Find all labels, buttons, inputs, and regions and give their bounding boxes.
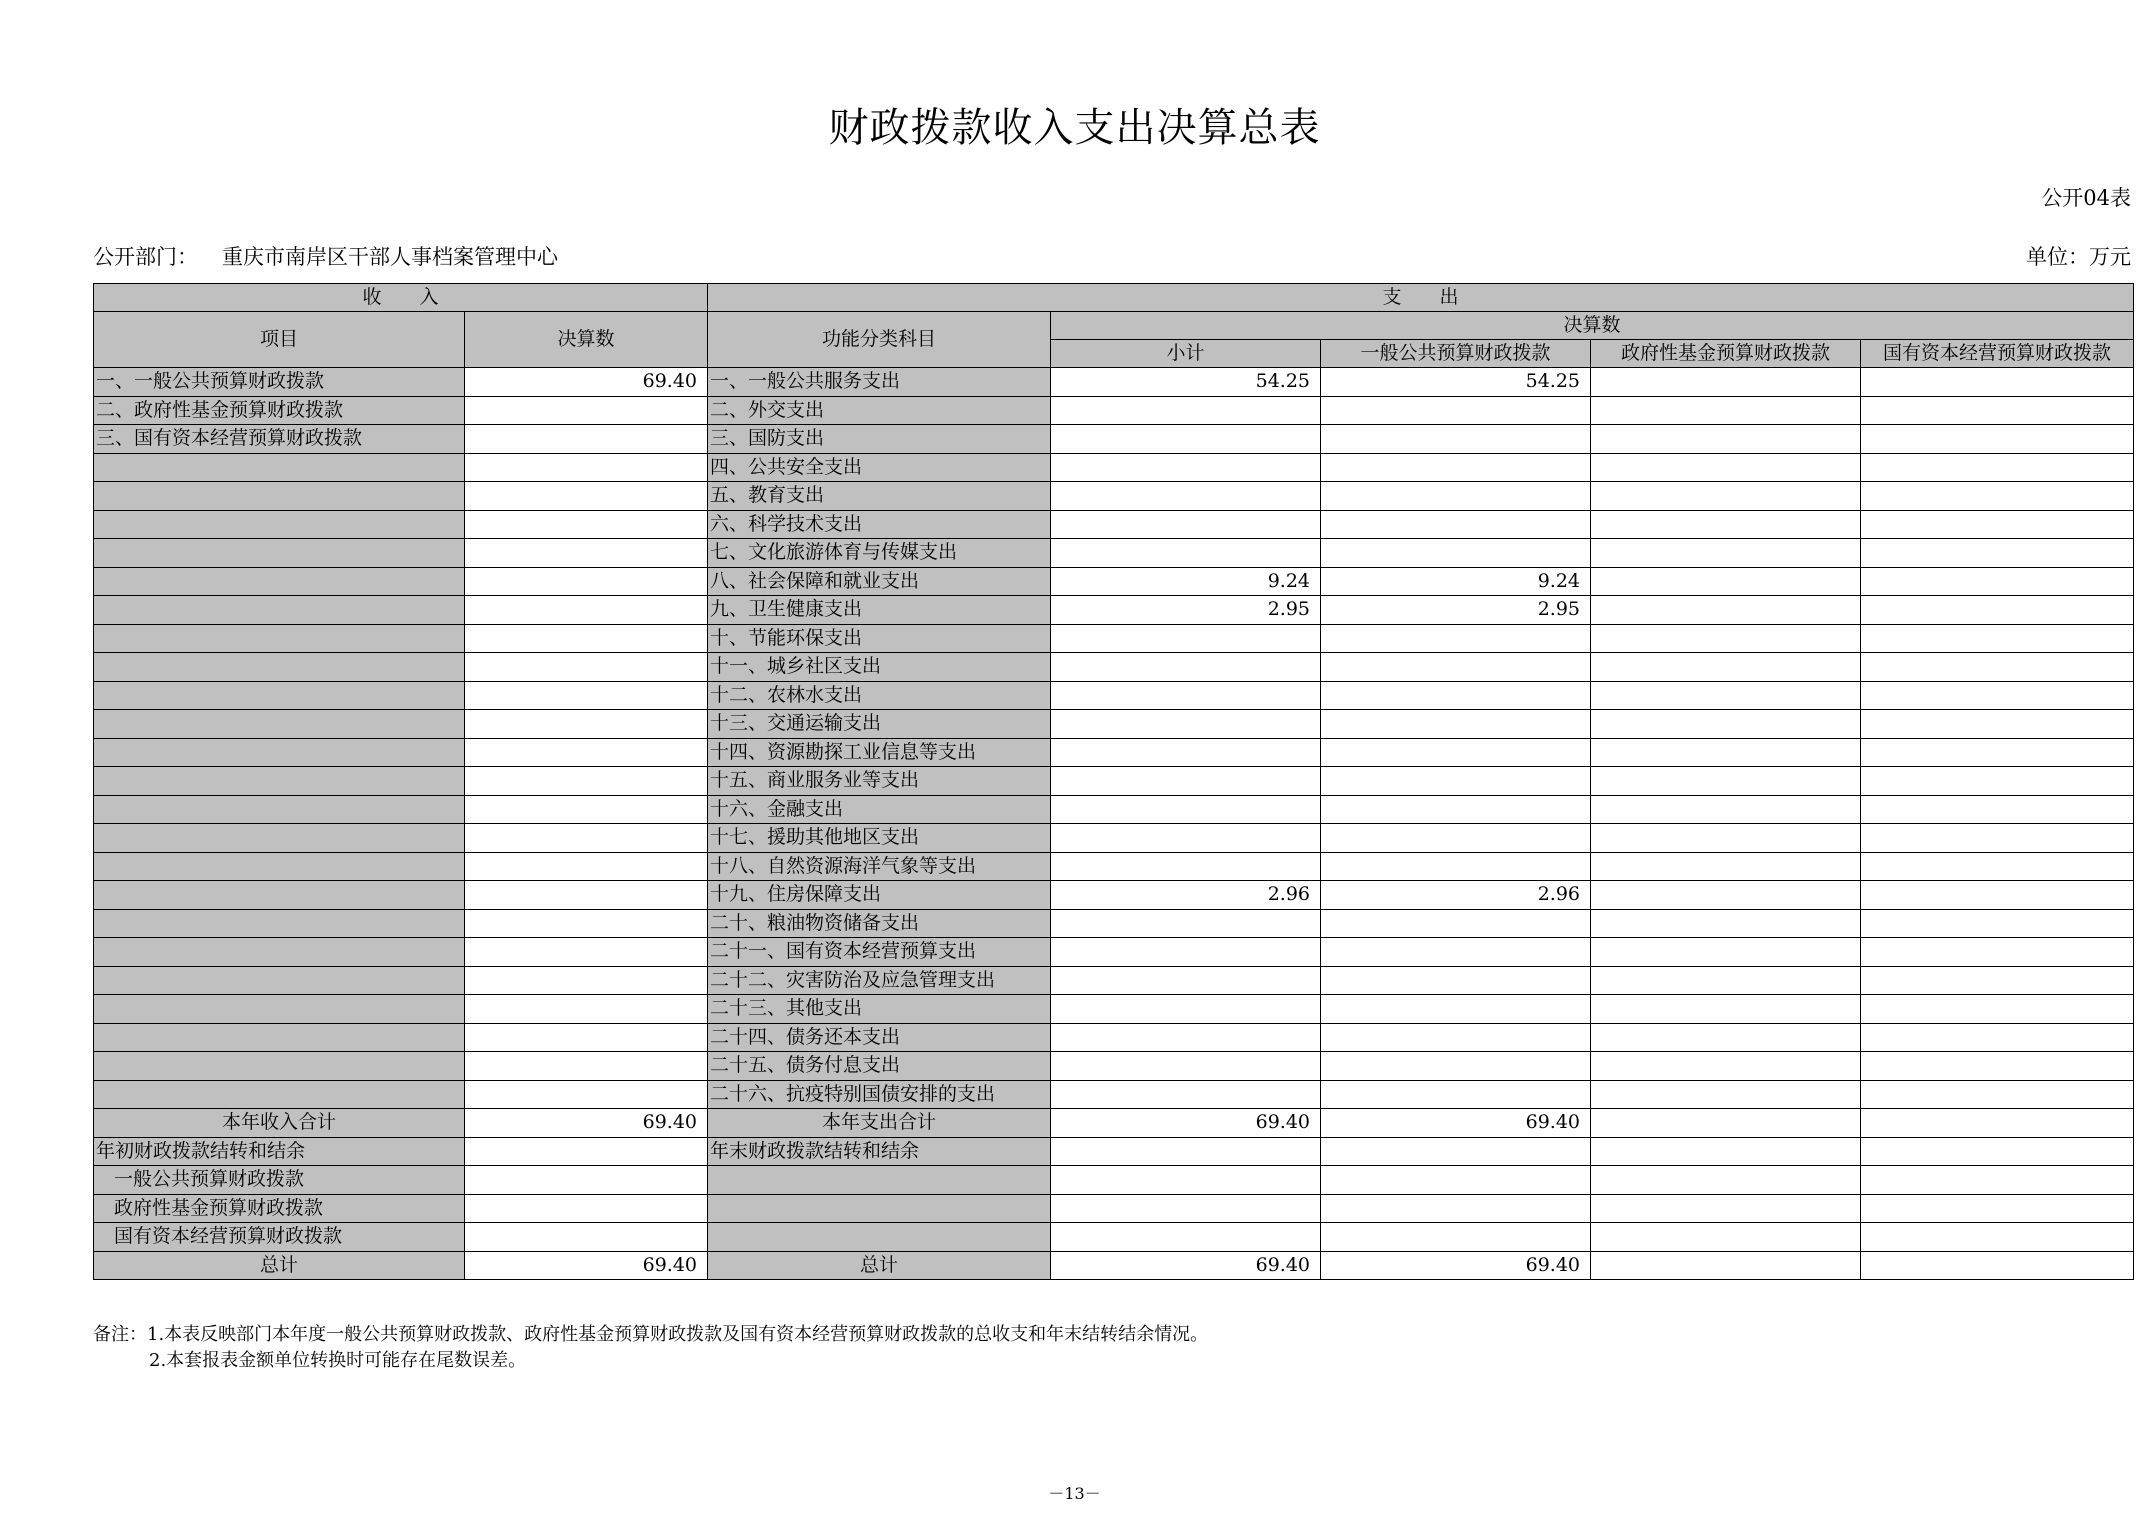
- expense-item: 十七、援助其他地区支出: [708, 824, 1051, 853]
- income-amount: [465, 510, 708, 539]
- table-row: [94, 624, 2134, 653]
- expense-item: 九、卫生健康支出: [708, 596, 1051, 625]
- income-amount: [465, 824, 708, 853]
- carryover-gov-fund: [1591, 1166, 1861, 1195]
- income-amount: [465, 710, 708, 739]
- carryover-state-capital: [1861, 1137, 2134, 1166]
- carryover-income-amount: [465, 1166, 708, 1195]
- expense-subtotal: [1051, 767, 1321, 796]
- expense-subtotal: [1051, 539, 1321, 568]
- note-2: 2.本套报表金额单位转换时可能存在尾数误差。: [149, 1350, 527, 1371]
- carryover-income-amount: [465, 1194, 708, 1223]
- expense-general: [1321, 510, 1591, 539]
- table-row: [94, 1080, 2134, 1109]
- expense-item: 十一、城乡社区支出: [708, 653, 1051, 682]
- header-state-capital: 国有资本经营预算财政拨款: [1861, 340, 2134, 368]
- header-row-2: [94, 312, 2134, 340]
- carryover-subtotal: [1051, 1137, 1321, 1166]
- expense-subtotal: [1051, 938, 1321, 967]
- expense-general: [1321, 653, 1591, 682]
- income-amount: [465, 738, 708, 767]
- year-income-total-amount: 69.40: [465, 1109, 708, 1138]
- grand-expense-subtotal: 69.40: [1051, 1251, 1321, 1280]
- expense-state-capital: [1861, 368, 2134, 397]
- table-row: [94, 909, 2134, 938]
- expense-item: 二十六、抗疫特别国债安排的支出: [708, 1080, 1051, 1109]
- grand-total-row: [94, 1251, 2134, 1280]
- carryover-subtotal: [1051, 1223, 1321, 1252]
- income-amount: [465, 909, 708, 938]
- expense-general: [1321, 1023, 1591, 1052]
- table-row: [94, 824, 2134, 853]
- carryover-subtotal: [1051, 1194, 1321, 1223]
- year-expense-subtotal: 69.40: [1051, 1109, 1321, 1138]
- expense-state-capital: [1861, 767, 2134, 796]
- income-item: [94, 453, 465, 482]
- income-amount: [465, 1052, 708, 1081]
- expense-state-capital: [1861, 909, 2134, 938]
- expense-gov-fund: [1591, 1023, 1861, 1052]
- expense-subtotal: [1051, 510, 1321, 539]
- table-row: [94, 368, 2134, 397]
- expense-item: 十五、商业服务业等支出: [708, 767, 1051, 796]
- expense-subtotal: 54.25: [1051, 368, 1321, 397]
- header-subtotal: 小计: [1051, 340, 1321, 368]
- income-amount: [465, 539, 708, 568]
- carryover-income-item: 国有资本经营预算财政拨款: [94, 1223, 465, 1252]
- carryover-income-item: 政府性基金预算财政拨款: [94, 1194, 465, 1223]
- expense-subtotal: [1051, 909, 1321, 938]
- expense-gov-fund: [1591, 1052, 1861, 1081]
- year-expense-general: 69.40: [1321, 1109, 1591, 1138]
- expense-item: 一、一般公共服务支出: [708, 368, 1051, 397]
- expense-state-capital: [1861, 966, 2134, 995]
- carryover-row: [94, 1137, 2134, 1166]
- expense-item: 七、文化旅游体育与传媒支出: [708, 539, 1051, 568]
- expense-general: [1321, 938, 1591, 967]
- grand-expense-general: 69.40: [1321, 1251, 1591, 1280]
- expense-subtotal: 2.95: [1051, 596, 1321, 625]
- income-item: [94, 995, 465, 1024]
- expense-state-capital: [1861, 852, 2134, 881]
- expense-gov-fund: [1591, 738, 1861, 767]
- expense-general: [1321, 482, 1591, 511]
- expense-item: 十六、金融支出: [708, 795, 1051, 824]
- expense-gov-fund: [1591, 567, 1861, 596]
- income-item: [94, 795, 465, 824]
- expense-subtotal: [1051, 1023, 1321, 1052]
- header-row-1: [94, 284, 2134, 312]
- expense-subtotal: [1051, 653, 1321, 682]
- expense-general: [1321, 453, 1591, 482]
- table-row: [94, 396, 2134, 425]
- income-amount: [465, 596, 708, 625]
- expense-general: [1321, 710, 1591, 739]
- expense-gov-fund: [1591, 852, 1861, 881]
- carryover-gov-fund: [1591, 1194, 1861, 1223]
- expense-gov-fund: [1591, 596, 1861, 625]
- expense-state-capital: [1861, 681, 2134, 710]
- expense-item: 四、公共安全支出: [708, 453, 1051, 482]
- expense-item: 二十二、灾害防治及应急管理支出: [708, 966, 1051, 995]
- carryover-income-item: 一般公共预算财政拨款: [94, 1166, 465, 1195]
- carryover-income-amount: [465, 1223, 708, 1252]
- table-row: [94, 881, 2134, 910]
- table-row: [94, 567, 2134, 596]
- income-amount: [465, 852, 708, 881]
- expense-state-capital: [1861, 425, 2134, 454]
- income-amount: [465, 396, 708, 425]
- year-income-total-label: 本年收入合计: [94, 1109, 465, 1138]
- expense-gov-fund: [1591, 938, 1861, 967]
- expense-gov-fund: [1591, 653, 1861, 682]
- grand-income-total-label: 总计: [94, 1251, 465, 1280]
- expense-item: 二、外交支出: [708, 396, 1051, 425]
- income-amount: [465, 653, 708, 682]
- carryover-expense-item: [708, 1166, 1051, 1195]
- department-label: 公开部门：: [93, 245, 198, 269]
- expense-subtotal: [1051, 425, 1321, 454]
- expense-general: 9.24: [1321, 567, 1591, 596]
- expense-gov-fund: [1591, 624, 1861, 653]
- income-item: [94, 1023, 465, 1052]
- expense-general: [1321, 1052, 1591, 1081]
- income-item: [94, 482, 465, 511]
- table-row: [94, 1052, 2134, 1081]
- table-row: [94, 482, 2134, 511]
- expense-item: 二十一、国有资本经营预算支出: [708, 938, 1051, 967]
- grand-expense-total-label: 总计: [708, 1251, 1051, 1280]
- income-item: [94, 567, 465, 596]
- expense-state-capital: [1861, 596, 2134, 625]
- expense-general: [1321, 738, 1591, 767]
- income-item: [94, 1080, 465, 1109]
- expense-state-capital: [1861, 624, 2134, 653]
- expense-general: 2.96: [1321, 881, 1591, 910]
- carryover-state-capital: [1861, 1194, 2134, 1223]
- expense-state-capital: [1861, 396, 2134, 425]
- table-row: [94, 653, 2134, 682]
- expense-item: 八、社会保障和就业支出: [708, 567, 1051, 596]
- income-item: [94, 824, 465, 853]
- table-row: [94, 453, 2134, 482]
- expense-item: 六、科学技术支出: [708, 510, 1051, 539]
- income-amount: [465, 1080, 708, 1109]
- expense-general: 54.25: [1321, 368, 1591, 397]
- expense-general: [1321, 795, 1591, 824]
- income-amount: [465, 453, 708, 482]
- income-amount: [465, 938, 708, 967]
- expense-state-capital: [1861, 453, 2134, 482]
- income-amount: [465, 482, 708, 511]
- expense-subtotal: [1051, 482, 1321, 511]
- expense-subtotal: [1051, 453, 1321, 482]
- note-1: 备注：1.本表反映部门本年度一般公共预算财政拨款、政府性基金预算财政拨款及国有资本经营预算财政拨款的总收支和年末结转结余情况。: [93, 1324, 1209, 1345]
- carryover-row: [94, 1194, 2134, 1223]
- table-row: [94, 681, 2134, 710]
- expense-general: [1321, 966, 1591, 995]
- expense-state-capital: [1861, 1080, 2134, 1109]
- expense-state-capital: [1861, 482, 2134, 511]
- expense-general: [1321, 681, 1591, 710]
- carryover-subtotal: [1051, 1166, 1321, 1195]
- expense-subtotal: [1051, 1052, 1321, 1081]
- expense-gov-fund: [1591, 510, 1861, 539]
- header-budget: 决算数: [1051, 312, 2134, 340]
- expense-gov-fund: [1591, 453, 1861, 482]
- expense-subtotal: [1051, 738, 1321, 767]
- expense-subtotal: [1051, 396, 1321, 425]
- income-item: [94, 767, 465, 796]
- income-amount: [465, 881, 708, 910]
- year-total-row: [94, 1109, 2134, 1138]
- carryover-income-amount: [465, 1137, 708, 1166]
- expense-subtotal: [1051, 824, 1321, 853]
- expense-item: 十九、住房保障支出: [708, 881, 1051, 910]
- expense-subtotal: [1051, 1080, 1321, 1109]
- year-expense-total-label: 本年支出合计: [708, 1109, 1051, 1138]
- table-row: [94, 738, 2134, 767]
- expense-state-capital: [1861, 710, 2134, 739]
- table-row: [94, 596, 2134, 625]
- income-item: [94, 510, 465, 539]
- income-item: [94, 909, 465, 938]
- unit-label: 单位：万元: [2026, 245, 2131, 269]
- expense-subtotal: [1051, 852, 1321, 881]
- expense-general: 2.95: [1321, 596, 1591, 625]
- income-amount: [465, 681, 708, 710]
- expense-general: [1321, 1080, 1591, 1109]
- income-item: [94, 738, 465, 767]
- expense-subtotal: 2.96: [1051, 881, 1321, 910]
- expense-gov-fund: [1591, 425, 1861, 454]
- expense-item: 十三、交通运输支出: [708, 710, 1051, 739]
- expense-state-capital: [1861, 567, 2134, 596]
- income-amount: 69.40: [465, 368, 708, 397]
- carryover-general: [1321, 1166, 1591, 1195]
- income-item: [94, 681, 465, 710]
- department-line: [93, 241, 558, 271]
- expense-gov-fund: [1591, 767, 1861, 796]
- header-gov-fund: 政府性基金预算财政拨款: [1591, 340, 1861, 368]
- expense-subtotal: [1051, 995, 1321, 1024]
- expense-subtotal: 9.24: [1051, 567, 1321, 596]
- income-item: [94, 966, 465, 995]
- income-amount: [465, 567, 708, 596]
- income-item: 三、国有资本经营预算财政拨款: [94, 425, 465, 454]
- expense-state-capital: [1861, 995, 2134, 1024]
- expense-subtotal: [1051, 966, 1321, 995]
- income-amount: [465, 995, 708, 1024]
- expense-subtotal: [1051, 795, 1321, 824]
- income-item: [94, 653, 465, 682]
- page-title: 财政拨款收入支出决算总表: [828, 105, 1321, 151]
- expense-gov-fund: [1591, 1080, 1861, 1109]
- expense-gov-fund: [1591, 539, 1861, 568]
- expense-state-capital: [1861, 1023, 2134, 1052]
- expense-state-capital: [1861, 824, 2134, 853]
- carryover-expense-item: [708, 1223, 1051, 1252]
- carryover-expense-item: 年末财政拨款结转和结余: [708, 1137, 1051, 1166]
- table-body: [94, 284, 2134, 1280]
- income-amount: [465, 795, 708, 824]
- expense-item: 二十三、其他支出: [708, 995, 1051, 1024]
- expense-general: [1321, 852, 1591, 881]
- expense-state-capital: [1861, 938, 2134, 967]
- expense-gov-fund: [1591, 396, 1861, 425]
- income-item: [94, 710, 465, 739]
- header-func: 功能分类科目: [708, 312, 1051, 368]
- expense-gov-fund: [1591, 995, 1861, 1024]
- expense-general: [1321, 995, 1591, 1024]
- expense-subtotal: [1051, 624, 1321, 653]
- header-amount: 决算数: [465, 312, 708, 368]
- table-row: [94, 966, 2134, 995]
- income-amount: [465, 966, 708, 995]
- expense-gov-fund: [1591, 681, 1861, 710]
- income-item: [94, 852, 465, 881]
- expense-gov-fund: [1591, 824, 1861, 853]
- carryover-gov-fund: [1591, 1137, 1861, 1166]
- expense-state-capital: [1861, 795, 2134, 824]
- page-number: －13－: [1048, 1484, 1101, 1503]
- expense-general: [1321, 909, 1591, 938]
- expense-state-capital: [1861, 738, 2134, 767]
- carryover-general: [1321, 1137, 1591, 1166]
- expense-gov-fund: [1591, 881, 1861, 910]
- grand-expense-gov-fund: [1591, 1251, 1861, 1280]
- carryover-general: [1321, 1194, 1591, 1223]
- header-expense: 支 出: [708, 284, 2134, 312]
- expense-state-capital: [1861, 653, 2134, 682]
- expense-gov-fund: [1591, 909, 1861, 938]
- income-item: [94, 881, 465, 910]
- expense-gov-fund: [1591, 795, 1861, 824]
- expense-gov-fund: [1591, 482, 1861, 511]
- header-general: 一般公共预算财政拨款: [1321, 340, 1591, 368]
- expense-general: [1321, 624, 1591, 653]
- carryover-row: [94, 1223, 2134, 1252]
- income-amount: [465, 624, 708, 653]
- expense-state-capital: [1861, 1052, 2134, 1081]
- expense-subtotal: [1051, 710, 1321, 739]
- expense-item: 十、节能环保支出: [708, 624, 1051, 653]
- carryover-expense-item: [708, 1194, 1051, 1223]
- carryover-income-item: 年初财政拨款结转和结余: [94, 1137, 465, 1166]
- expense-item: 二十、粮油物资储备支出: [708, 909, 1051, 938]
- expense-general: [1321, 425, 1591, 454]
- carryover-general: [1321, 1223, 1591, 1252]
- table-row: [94, 767, 2134, 796]
- year-expense-gov-fund: [1591, 1109, 1861, 1138]
- expense-state-capital: [1861, 881, 2134, 910]
- expense-general: [1321, 767, 1591, 796]
- year-expense-state-capital: [1861, 1109, 2134, 1138]
- expense-item: 十四、资源勘探工业信息等支出: [708, 738, 1051, 767]
- income-item: [94, 539, 465, 568]
- table-row: [94, 938, 2134, 967]
- table-row: [94, 425, 2134, 454]
- income-item: [94, 1052, 465, 1081]
- table-row: [94, 710, 2134, 739]
- expense-gov-fund: [1591, 966, 1861, 995]
- table-row: [94, 852, 2134, 881]
- expense-general: [1321, 824, 1591, 853]
- table-row: [94, 995, 2134, 1024]
- expense-item: 二十五、债务付息支出: [708, 1052, 1051, 1081]
- department-name: 重庆市南岸区干部人事档案管理中心: [222, 245, 558, 269]
- income-amount: [465, 767, 708, 796]
- form-number: 公开04表: [2041, 186, 2131, 210]
- income-amount: [465, 425, 708, 454]
- income-amount: [465, 1023, 708, 1052]
- expense-general: [1321, 396, 1591, 425]
- carryover-state-capital: [1861, 1166, 2134, 1195]
- income-item: [94, 596, 465, 625]
- expense-item: 二十四、债务还本支出: [708, 1023, 1051, 1052]
- table-row: [94, 1023, 2134, 1052]
- carryover-gov-fund: [1591, 1223, 1861, 1252]
- expense-item: 五、教育支出: [708, 482, 1051, 511]
- expense-gov-fund: [1591, 710, 1861, 739]
- carryover-state-capital: [1861, 1223, 2134, 1252]
- expense-item: 三、国防支出: [708, 425, 1051, 454]
- grand-expense-state-capital: [1861, 1251, 2134, 1280]
- income-item: [94, 938, 465, 967]
- notes: [93, 1322, 1208, 1374]
- header-item: 项目: [94, 312, 465, 368]
- income-item: 二、政府性基金预算财政拨款: [94, 396, 465, 425]
- expense-item: 十八、自然资源海洋气象等支出: [708, 852, 1051, 881]
- expense-state-capital: [1861, 510, 2134, 539]
- carryover-row: [94, 1166, 2134, 1195]
- table-row: [94, 510, 2134, 539]
- header-income: 收 入: [94, 284, 708, 312]
- income-item: [94, 624, 465, 653]
- expense-subtotal: [1051, 681, 1321, 710]
- grand-income-total-amount: 69.40: [465, 1251, 708, 1280]
- expense-general: [1321, 539, 1591, 568]
- table-row: [94, 539, 2134, 568]
- table-row: [94, 795, 2134, 824]
- budget-table: [93, 283, 2134, 1280]
- expense-item: 十二、农林水支出: [708, 681, 1051, 710]
- expense-state-capital: [1861, 539, 2134, 568]
- income-item: 一、一般公共预算财政拨款: [94, 368, 465, 397]
- expense-gov-fund: [1591, 368, 1861, 397]
